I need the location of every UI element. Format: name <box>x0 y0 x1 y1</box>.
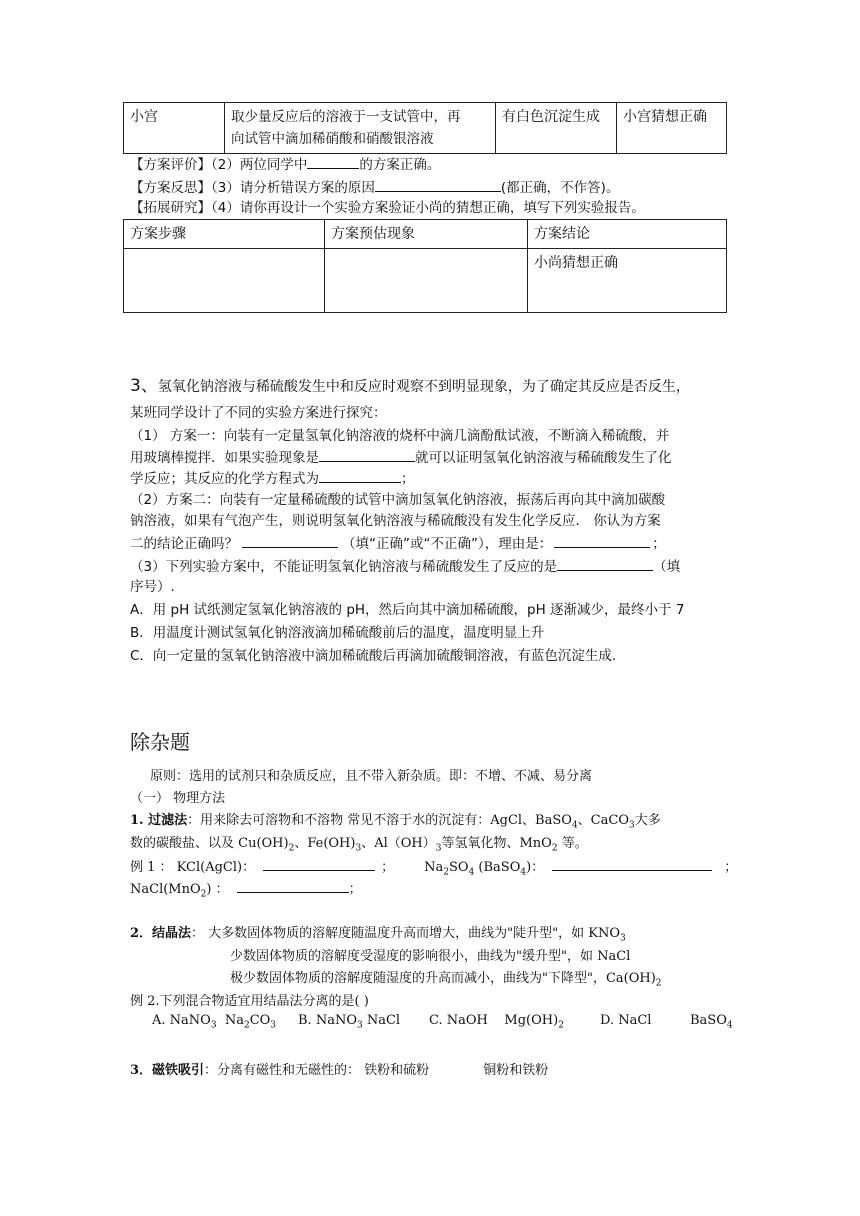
option-a: A. NaNO$_3$ $Na_2CO_3$ <box>152 1013 277 1031</box>
filtration-text: ：用来除去可溶物和不溶物 常见不溶于水的沉淀有：AgCl、BaSO <box>187 813 572 828</box>
q3-p1-c1: 学反应；其反应的化学方程式为 <box>130 471 319 487</box>
option-d2 <box>690 1013 733 1031</box>
extension-text: （4）请你再设计一个实验方案验证小尚的猜想正确，填写下列实验报告。 <box>211 200 645 216</box>
crystallization-label: 2．结晶法 <box>130 926 192 941</box>
subscript: 4 <box>468 867 475 878</box>
ex1-e: (BaSO <box>474 860 521 875</box>
q3-line2: 某班同学设计了不同的实验方案进行探究： <box>130 405 387 421</box>
ex1-h: NaCl(MnO <box>130 882 201 897</box>
option-b <box>298 1013 400 1031</box>
subscript: 2 <box>655 978 662 989</box>
extension-line <box>130 199 645 217</box>
header-steps: 方案步骤 <box>124 220 325 249</box>
q3-p2-c1: 二的结论正确吗？ <box>130 536 238 552</box>
evaluation-text-b: 的方案正确。 <box>359 157 441 173</box>
q3-line1 <box>130 371 690 396</box>
option-a-text2: Na <box>224 1013 244 1028</box>
evaluation-text-a: （2）两位同学中 <box>211 157 308 173</box>
q3-number: 3、 <box>130 376 158 396</box>
option-a-text1: A. NaNO <box>152 1013 211 1028</box>
q3-p1-b1: 用玻璃棒搅拌．如果实验现象是 <box>130 450 319 466</box>
ex1-c: Na <box>424 860 444 875</box>
steps-line2: 向试管中滴加稀硝酸和硝酸银溶液 <box>231 131 434 147</box>
option-d-text1: D. NaCl <box>600 1013 652 1028</box>
subscript: 3 <box>270 1020 277 1031</box>
option-c-text2: Mg(OH) <box>504 1013 559 1028</box>
section-title: 除杂题 <box>130 730 190 754</box>
q3-p1-b <box>130 447 672 467</box>
crystallization-text3: 极少数固体物质的溶解度随湿度的升高而减小，曲线为"下降型"，Ca(OH) <box>230 971 656 986</box>
cell-conclusion: 小尚猜想正确 <box>528 249 727 313</box>
filtration-l2e: 等。 <box>557 836 588 851</box>
example1-line2 <box>130 878 362 900</box>
crystallization-line1 <box>130 922 626 944</box>
table-cell-student: 小宫 <box>124 103 225 154</box>
ex1-j: ； <box>348 882 362 897</box>
reflection-line <box>130 177 619 197</box>
magnet-text2: 铜粉和铁粉 <box>483 1063 549 1078</box>
filtration-text2: 、CaCO <box>577 813 629 828</box>
subscript: 3 <box>356 1020 363 1031</box>
filtration-l2b: 、Fe(OH) <box>294 836 356 851</box>
q3-option-c: C．向一定量的氢氧化钠溶液中滴加稀硫酸后再滴加硫酸铜溶液，有蓝色沉淀生成. <box>130 648 617 664</box>
crystallization-line3 <box>230 967 662 989</box>
filtration-text3: 大多 <box>634 813 661 828</box>
reflection-text-a: （3）请分析错误方案的原因 <box>211 180 375 196</box>
option-b-text2: NaCl <box>366 1013 401 1028</box>
q3-p2-c3: ； <box>652 536 666 552</box>
magnet-label: 3．磁铁吸引 <box>130 1063 205 1078</box>
header-phenomenon: 方案预估现象 <box>325 220 528 249</box>
q3-p3-a1: （3）下列实验方案中，不能证明氢氧化钠溶液与稀硫酸发生了反应的是 <box>130 559 558 575</box>
q3-p1-c2: ； <box>401 471 415 487</box>
table-cell-phenomenon: 有白色沉淀生成 <box>496 103 617 154</box>
filtration-line1 <box>130 809 661 831</box>
subscript: 3 <box>435 843 442 854</box>
option-b-text1: B. NaNO <box>298 1013 357 1028</box>
q3-p2-c <box>130 533 666 553</box>
q3-p1-a: （1） 方案一：向装有一定量氢氧化钠溶液的烧杯中滴几滴酚酞试液，不断滴入稀硫酸，并 <box>130 428 670 444</box>
subscript: 4 <box>726 1020 733 1031</box>
result-table <box>123 102 727 154</box>
table-cell-conclusion: 小宫猜想正确 <box>617 103 727 154</box>
q3-p1-c <box>130 468 415 488</box>
answer-blank[interactable] <box>375 177 501 192</box>
filtration-line2 <box>130 832 588 854</box>
physical-method-heading: （一） 物理方法 <box>130 791 226 806</box>
extension-bracket: 【拓展研究】 <box>130 200 211 216</box>
option-c-text1: C. NaOH <box>429 1013 488 1028</box>
example1-line1 <box>130 856 737 878</box>
subscript: 2 <box>558 1020 564 1031</box>
subscript: 3 <box>210 1020 217 1031</box>
filtration-l2a: 数的碳酸盐、以及 Cu(OH) <box>130 836 289 851</box>
crystallization-text1: ： 大多数固体物质的溶解度随温度升高而增大，曲线为"陡升型"，如 KNO <box>191 926 621 941</box>
ex1-a: 例 1 ： KCl(AgCl)： <box>130 860 256 875</box>
ex1-d: SO <box>448 860 469 875</box>
q3-option-a: A．用 pH 试纸测定氢氧化钠溶液的 pH，然后向其中滴加稀硫酸，pH 逐渐减少，最终小于 7 <box>130 602 685 618</box>
reflection-text-b: (都正确，不作答)。 <box>500 180 620 196</box>
evaluation-bracket: 【方案评价】 <box>130 157 211 173</box>
crystallization-line2: 少数固体物质的溶解度受湿度的影响很小，曲线为"缓升型"，如 NaCl <box>230 949 631 964</box>
magnet-text: ：分离有磁性和无磁性的： 铁粉和硫粉 <box>204 1063 430 1078</box>
subscript: 4 <box>571 820 578 831</box>
q3-p1-b2: 就可以证明氢氧化钠溶液与稀硫酸发生了化 <box>415 450 672 466</box>
cell-steps-answer[interactable] <box>124 249 325 313</box>
answer-blank[interactable] <box>242 533 338 548</box>
q3-stem-1: 氢氧化钠溶液与稀硫酸发生中和反应时观察不到明显现象，为了确定其反应是否反生， <box>157 379 690 395</box>
ex1-g: ； <box>724 860 738 875</box>
answer-blank[interactable] <box>552 856 712 871</box>
option-d <box>600 1013 651 1028</box>
answer-blank[interactable] <box>263 856 375 871</box>
q3-p2-b: 钠溶液，如果有气泡产生，则说明氢氧化钠溶液与稀硫酸没有发生化学反应． 你认为方案 <box>130 513 661 529</box>
answer-blank[interactable] <box>554 533 650 548</box>
subscript: 3 <box>355 843 362 854</box>
cell-phenomenon-answer[interactable] <box>325 249 528 313</box>
table-cell-steps <box>225 103 496 154</box>
subscript: 4 <box>520 867 527 878</box>
answer-blank[interactable] <box>319 468 401 483</box>
answer-blank[interactable] <box>557 556 653 571</box>
ex1-b: ； <box>381 860 395 875</box>
subscript: 3 <box>628 820 635 831</box>
subscript: 3 <box>620 933 626 944</box>
q3-p3-b: 序号）. <box>130 579 175 595</box>
q3-p2-a: （2）方案二：向装有一定量稀硫酸的试管中滴加氢氧化钠溶液，振荡后再向其中滴加碳酸 <box>130 492 666 508</box>
subscript: 2 <box>551 843 558 854</box>
steps-line1: 取少量反应后的溶液于一支试管中，再 <box>231 109 461 125</box>
ex1-i: ) ： <box>206 882 229 897</box>
answer-blank[interactable] <box>319 447 415 462</box>
option-d-text2: BaSO <box>690 1013 727 1028</box>
q3-option-b: B．用温度计测试氢氧化钠溶液滴加稀硫酸前后的温度，温度明显上升 <box>130 625 545 641</box>
subscript: 2 <box>288 843 295 854</box>
evaluation-line <box>130 154 440 174</box>
magnet-line <box>130 1059 548 1078</box>
subscript: 2 <box>243 1020 250 1031</box>
q3-p3-a2: （填 <box>653 559 681 575</box>
example2-question: 例 2.下列混合物适宜用结晶法分离的是( ) <box>130 994 369 1009</box>
q3-p2-c2: （填“正确”或“不正确”），理由是： <box>342 536 553 552</box>
header-conclusion: 方案结论 <box>528 220 727 249</box>
ex1-f: )： <box>526 860 545 875</box>
reflection-bracket: 【方案反思】 <box>130 180 211 196</box>
report-table <box>123 219 727 313</box>
filtration-label: 1. 过滤法 <box>130 813 188 828</box>
subscript: 2 <box>200 889 207 900</box>
answer-blank[interactable] <box>307 154 359 169</box>
filtration-l2c: 、Al（OH） <box>361 836 436 851</box>
option-c <box>429 1013 564 1031</box>
q3-p3-a <box>130 556 680 576</box>
filtration-l2d: 等氢氧化物、MnO <box>441 836 552 851</box>
subscript: 2 <box>443 867 449 878</box>
principle-line: 原则：选用的试剂只和杂质反应，且不带入新杂质。即：不增、不减、易分离 <box>150 769 593 784</box>
answer-blank[interactable] <box>237 878 349 893</box>
